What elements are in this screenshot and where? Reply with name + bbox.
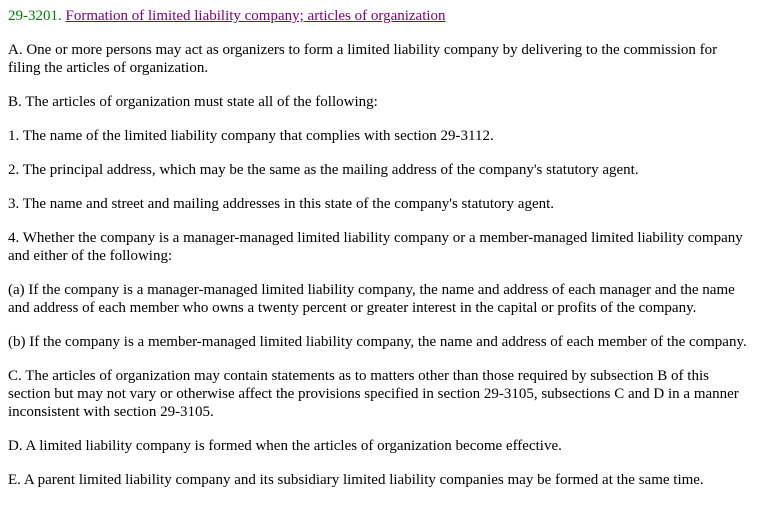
paragraph-b: B. The articles of organization must state all of the following: (8, 94, 378, 110)
paragraph-b-2: 2. The principal address, which may be the same as the mailing address of the company's statutory agent. (8, 162, 639, 178)
paragraph-b-1: 1. The name of the limited liability company that complies with section 29-3112. (8, 128, 494, 144)
paragraph-b-4: 4. Whether the company is a manager-managed limited liability company or a member-managed limited liability company and either of the following: (8, 230, 743, 264)
paragraph-a: A. One or more persons may act as organizers to form a limited liability company by delivering to the commission for filing the articles of organization. (8, 42, 718, 76)
paragraph-b-4-b: (b) If the company is a member-managed limited liability company, the name and address of each member of the company. (8, 334, 747, 350)
paragraph-c: C. The articles of organization may contain statements as to matters other than those required by subsection B of this section but may not vary or otherwise affect the provisions specified in section 29-3105, subsections C and D in a manner inconsistent with section 29-3105. (8, 368, 739, 420)
section-number: 29-3201. (8, 8, 62, 24)
paragraph-b-3: 3. The name and street and mailing addresses in this state of the company's statutory agent. (8, 196, 555, 212)
section-heading (8, 7, 752, 25)
paragraph-d: D. A limited liability company is formed when the articles of organization become effective. (8, 438, 562, 454)
section-title-link[interactable]: Formation of limited liability company; articles of organization (65, 8, 446, 24)
paragraph-e: E. A parent limited liability company and its subsidiary limited liability companies may be formed at the same time. (8, 472, 704, 488)
paragraph-b-4-a: (a) If the company is a manager-managed limited liability company, the name and address of each manager and the name and address of each member who owns a twenty percent or greater interest in the capital or profits of the company. (8, 282, 735, 316)
